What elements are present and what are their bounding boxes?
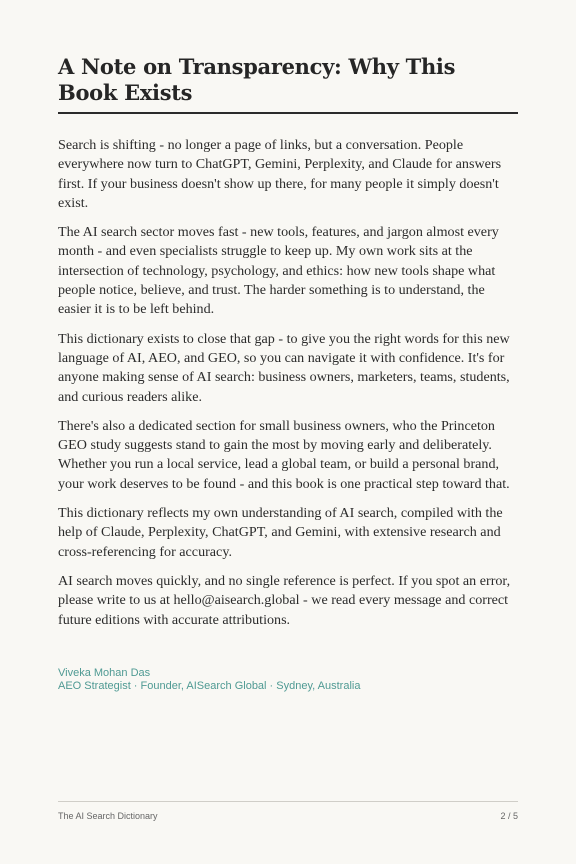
paragraph: There's also a dedicated section for small business owners, who the Princeton GEO study suggests stand to gain the most by moving early and deliberately. Whether you run a local service, lead a global team, or build a personal brand, your work deserves to be found - and this book is one practical step toward that. — [58, 417, 510, 492]
paragraph: Search is shifting - no longer a page of links, but a conversation. People everywhere now turn to ChatGPT, Gemini, Perplexity, and Claude for answers first. If your business doesn't show up there, for many people it simply doesn't exist. — [58, 137, 502, 211]
footer-book-title: The AI Search Dictionary — [58, 811, 158, 821]
body-text — [58, 136, 518, 640]
author-signature — [58, 667, 518, 693]
paragraph: AI search moves quickly, and no single reference is perfect. If you spot an error, please write to us at hello@aisearch.global - we read every message and correct future editions with accurate attributions. — [58, 572, 511, 628]
author-role: AEO Strategist · Founder, AISearch Global · Sydney, Australia — [58, 680, 361, 692]
author-name: Viveka Mohan Das — [58, 667, 151, 679]
paragraph: The AI search sector moves fast - new tools, features, and jargon almost every month - and even specialists struggle to keep up. My own work sits at the intersection of technology, psychology, and ethics: how new tools shape what people notice, believe, and trust. The harder something is to understand, the easier it is to be left behind. — [58, 224, 499, 318]
footer-page-number: 2 / 5 — [500, 811, 518, 821]
paragraph: This dictionary exists to close that gap - to give you the right words for this new language of AI, AEO, and GEO, so you can navigate it with confidence. It's for anyone making sense of AI search: business owners, marketers, teams, students, and curious readers alike. — [58, 330, 510, 405]
title-divider — [58, 112, 518, 114]
document-page — [58, 0, 518, 864]
footer-divider — [58, 801, 518, 802]
paragraph: This dictionary reflects my own understanding of AI search, compiled with the help of Claude, Perplexity, ChatGPT, and Gemini, with extensive research and cross-referencing for accuracy. — [58, 505, 503, 560]
page-title: A Note on Transparency: Why This Book Exists — [58, 54, 456, 105]
